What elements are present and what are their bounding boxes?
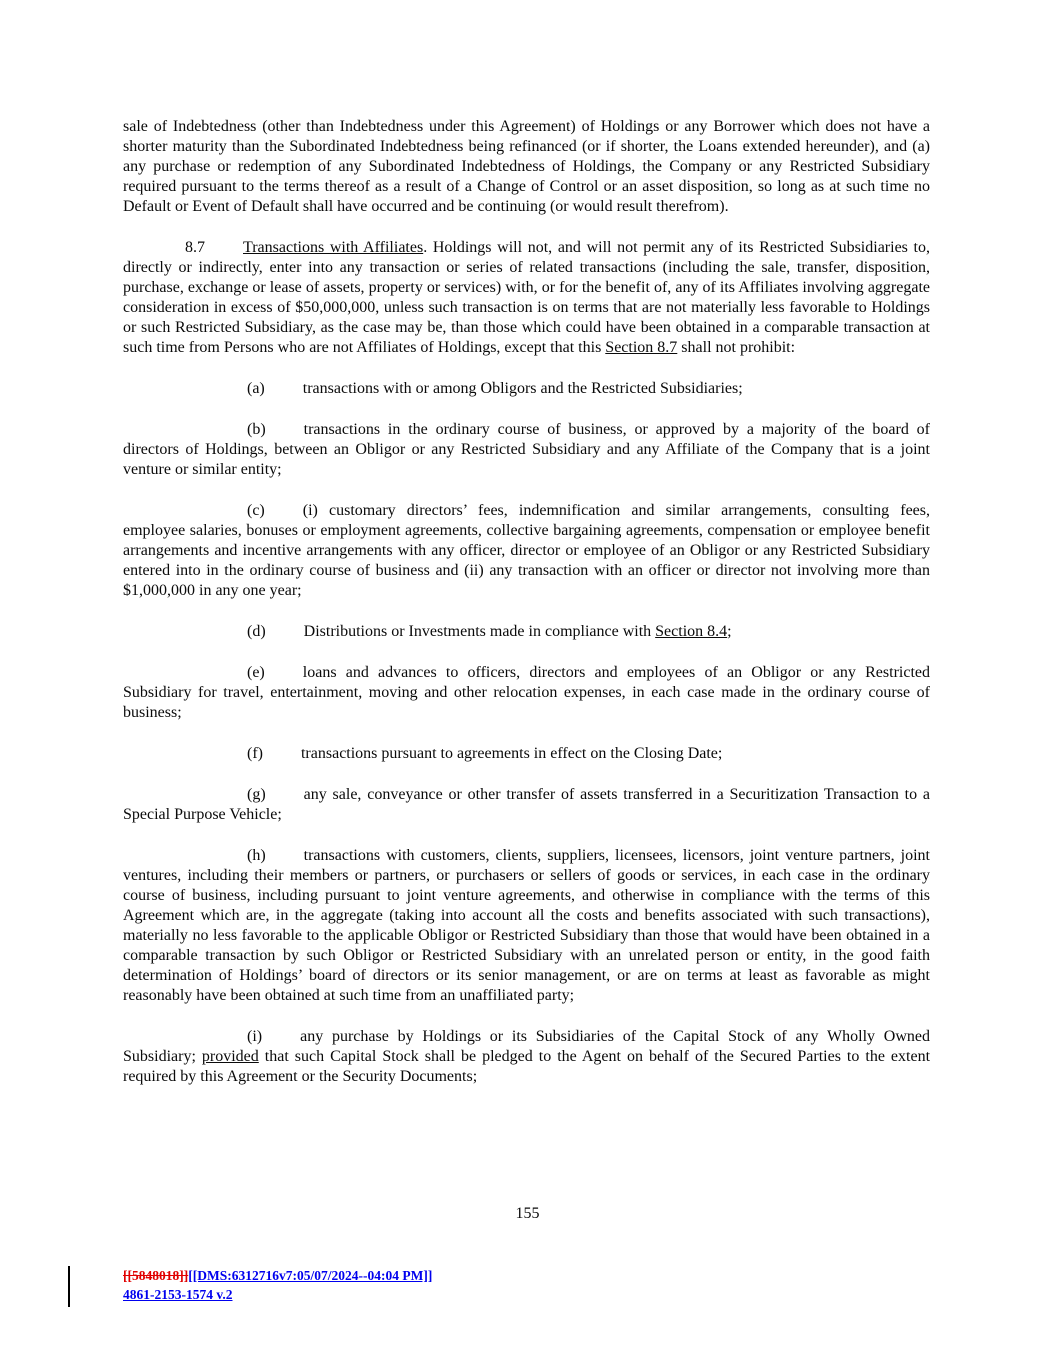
footer-stamp-line xyxy=(123,1266,432,1285)
text-run: (b) xyxy=(247,421,266,438)
text-run: (i) xyxy=(247,1028,263,1045)
text-run: that such Capital Stock shall be pledged to the Agent on behalf of the Secured Parties to the extent required by this Agreement or the Security Documents; xyxy=(123,1048,931,1085)
text-run: 8.7 xyxy=(185,239,205,256)
text-run: (a) xyxy=(247,380,265,397)
inserted-text-run: 4861-2153-1574 v.2 xyxy=(123,1287,233,1302)
text-run: any purchase by Holdings or its Subsidiaries of the Capital Stock of any Wholly Owned Subsidiary; xyxy=(123,1028,930,1065)
text-run: any sale, conveyance or other transfer of assets transferred in a Securitization Transaction to a Special Purpose Vehicle; xyxy=(123,786,930,823)
paragraph-8-7 xyxy=(123,238,930,358)
paragraph-a xyxy=(123,379,930,399)
text-run: transactions with or among Obligors and the Restricted Subsidiaries; xyxy=(302,380,743,397)
paragraph-b xyxy=(123,420,930,480)
paragraph-i xyxy=(123,1027,930,1087)
text-run: (d) xyxy=(247,623,266,640)
text-run: (h) xyxy=(247,847,266,864)
paragraph-g xyxy=(123,785,930,825)
inserted-text-run: [[DMS:6312716v7:05/07/2024--04:04 PM]] xyxy=(188,1268,433,1283)
text-run: Distributions or Investments made in compliance with xyxy=(303,623,656,640)
deleted-text-run: [[5848018]] xyxy=(123,1268,189,1283)
footer-docid-line xyxy=(123,1285,432,1304)
footer xyxy=(123,1266,432,1304)
text-run: . Holdings will not, and will not permit any of its Restricted Subsidiaries to, directly or indirectly, enter into any transaction or series of related transactions (including the sale, transfer, disposition, purchase, exchange or lease of assets, property or services) with, or for the benefit of, any of its Affiliates involving aggregate consideration in excess of $50,000,000, unless such transaction is on terms that are not materially less favorable to Holdings or such Restricted Subsidiary, as the case may be, than those which could have been obtained in a comparable transaction at such time from Persons who are not Affiliates of Holdings, except that this xyxy=(123,239,930,356)
text-run: sale of Indebtedness (other than Indebtedness under this Agreement) of Holdings or any Borrower which does not have a shorter maturity than the Subordinated Indebtedness being refinanced (or if shorter, the Loans extended hereunder), and (a) any purchase or redemption of any Subordinated Indebtedness of Holdings, the Company or any Restricted Subsidiary required pursuant to the terms thereof as a result of a Change of Control or an asset disposition, so long as at such time no Default or Event of Default shall have occurred and be continuing (or would result therefrom). xyxy=(123,118,930,215)
text-run: (g) xyxy=(247,786,266,803)
text-run: loans and advances to officers, directors and employees of an Obligor or any Restricted Subsidiary for travel, entertainment, moving and other relocation expenses, in each case made in the ordinary course of business; xyxy=(123,664,930,721)
paragraph-e xyxy=(123,663,930,723)
text-run: (i) customary directors’ fees, indemnification and similar arrangements, consulting fees, employee salaries, bonuses or employment agreements, collective bargaining agreements, compensation or employee benefit arrangements and incentive arrangements with any officer, director or employee of an Obligor or any Restricted Subsidiary entered into in the ordinary course of business and (ii) any transaction with an officer or director not involving more than $1,000,000 in any one year; xyxy=(123,502,930,599)
document-body xyxy=(123,117,930,1087)
text-run: (f) xyxy=(247,745,263,762)
text-run: (e) xyxy=(247,664,265,681)
paragraph-continuation xyxy=(123,117,930,217)
underlined-run: Section 8.4 xyxy=(655,623,728,640)
underlined-run: provided xyxy=(201,1048,259,1065)
underlined-run: Section 8.7 xyxy=(605,339,678,356)
revision-change-bar xyxy=(68,1266,70,1307)
text-run: shall not prohibit: xyxy=(677,339,796,356)
paragraph-d xyxy=(123,622,930,642)
text-run: transactions in the ordinary course of business, or approved by a majority of the board of directors of Holdings, between an Obligor or any Restricted Subsidiary and any Affiliate of the Company that is a joint venture or similar entity; xyxy=(123,421,930,478)
page-number: 155 xyxy=(515,1205,540,1222)
paragraph-c xyxy=(123,501,930,601)
paragraph-h xyxy=(123,846,930,1006)
text-run: ; xyxy=(727,623,732,640)
text-run: (c) xyxy=(247,502,265,519)
text-run: transactions pursuant to agreements in effect on the Closing Date; xyxy=(300,745,723,762)
underlined-run: Transactions with Affiliates xyxy=(243,239,424,256)
text-run: transactions with customers, clients, suppliers, licensees, licensors, joint venture partners, joint ventures, including their members or partners, or purchasers or sellers of goods or services, in each case in the ordinary course of business, including pursuant to joint venture agreements, and otherwise in compliance with the terms of this Agreement which are, in the aggregate (taking into account all the costs and benefits associated with such transactions), materially no less favorable to the applicable Obligor or Restricted Subsidiary than those that would have been obtained in a comparable transaction by such Obligor or Restricted Subsidiary with an unrelated person or entity, in the good faith determination of Holdings’ board of directors or its senior management, or are on terms at least as favorable as might reasonably have been obtained at such time from an unaffiliated party; xyxy=(123,847,930,1004)
paragraph-f xyxy=(123,744,930,764)
